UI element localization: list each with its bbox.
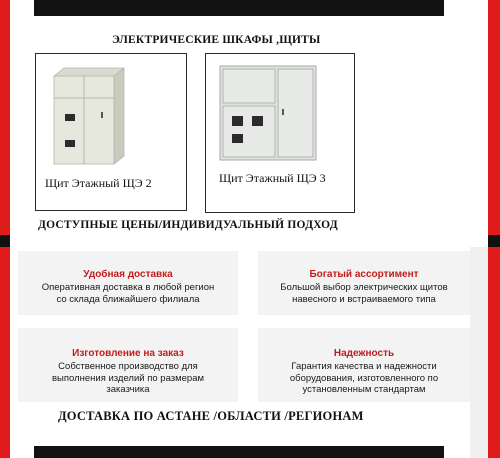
left-red-stripe-top [0, 0, 10, 235]
feature-description: Оперативная доставка в любой регион со склада ближайшего филиала [41, 282, 215, 305]
cabinet-she3-image [206, 54, 356, 214]
product-caption-she3: Щит Этажный ЩЭ 3 [219, 171, 326, 185]
feature-description: Собственное производство для выполнения изделий по размерам заказчика [51, 361, 205, 395]
heading-middle: ДОСТУПНЫЕ ЦЕНЫ/ИНДИВИДУАЛЬНЫЙ ПОДХОД [38, 219, 338, 231]
left-red-stripe-bottom [0, 247, 10, 458]
feature-description: Большой выбор электрических щитов навесного и встраиваемого типа [280, 282, 448, 305]
right-red-stripe-bottom [488, 247, 500, 458]
heading-bottom: ДОСТАВКА ПО АСТАНЕ /ОБЛАСТИ /РЕГИОНАМ [58, 409, 364, 423]
feature-delivery [18, 251, 238, 315]
heading-top: ЭЛЕКТРИЧЕСКИЕ ШКАФЫ ,ЩИТЫ [112, 34, 321, 46]
product-card-she3[interactable] [205, 53, 355, 213]
feature-reliability [258, 328, 470, 402]
top-dark-bar [34, 0, 444, 16]
bottom-dark-bar [34, 446, 444, 458]
feature-assortment [258, 251, 470, 315]
product-card-she2[interactable] [35, 53, 187, 211]
right-black-band [488, 235, 500, 247]
feature-description: Гарантия качества и надежности оборудования, изготовленного по установленным стандартам [289, 361, 439, 395]
product-caption-she2: Щит Этажный ЩЭ 2 [45, 176, 152, 190]
feature-custom-made [18, 328, 238, 402]
feature-title: Изготовление на заказ [72, 348, 184, 359]
feature-title: Удобная доставка [83, 269, 173, 280]
right-grey-strip [470, 247, 488, 458]
feature-title: Надежность [333, 348, 395, 359]
feature-title: Богатый ассортимент [309, 269, 419, 280]
right-red-stripe-top [488, 0, 500, 235]
left-black-band [0, 235, 10, 247]
